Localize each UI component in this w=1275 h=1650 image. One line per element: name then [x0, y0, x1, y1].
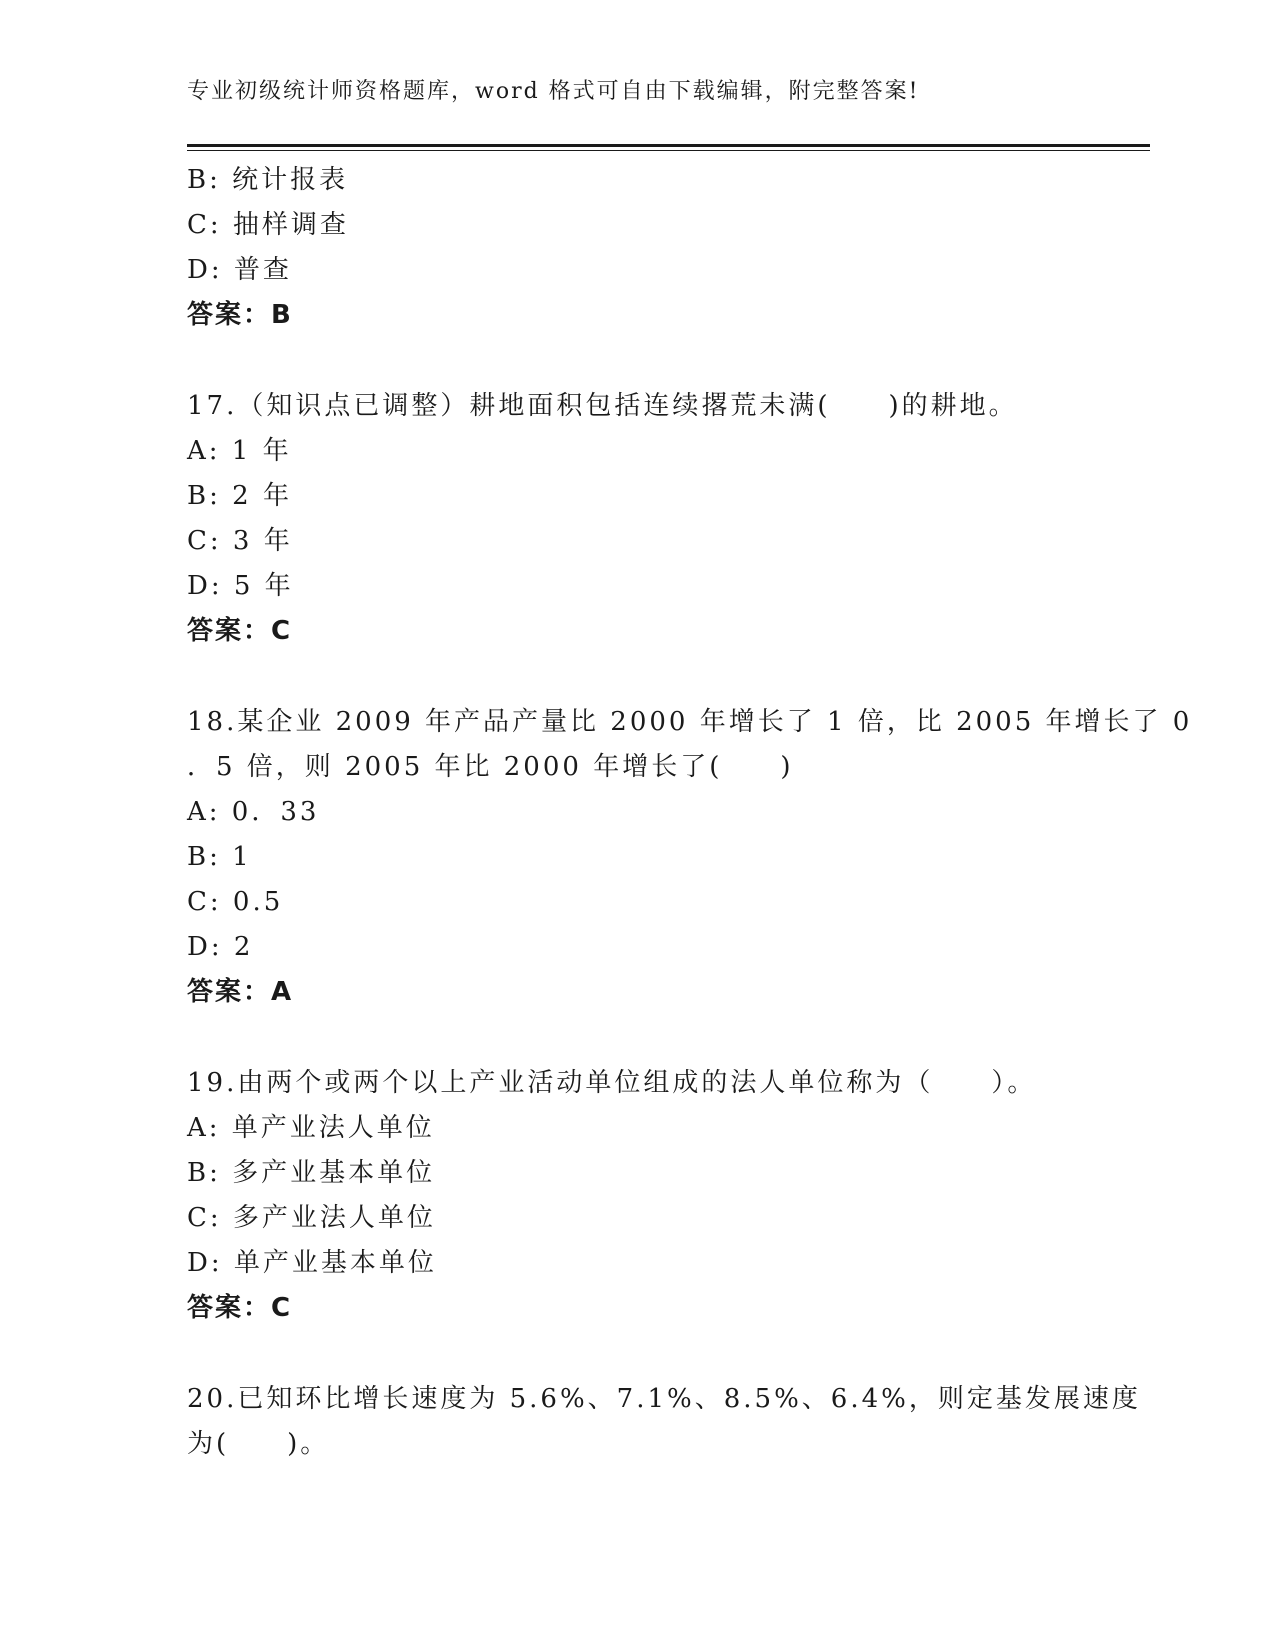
spacer — [187, 1015, 1087, 1061]
header-rule-thin — [187, 150, 1150, 151]
header-note: 专业初级统计师资格题库，word 格式可自由下载编辑，附完整答案! — [187, 79, 920, 104]
question-19 — [187, 1061, 1087, 1331]
option-a: A: 0．33 — [187, 797, 320, 827]
question-stem-line-1: 18.某企业 2009 年产品产量比 2000 年增长了 1 倍，比 2005 年增长了 0 — [187, 707, 1193, 737]
option-d: D: 单产业基本单位 — [187, 1248, 437, 1278]
question-stem: 19.由两个或两个以上产业活动单位组成的法人单位称为（ ）。 — [187, 1068, 1037, 1098]
question-stem-line-2: 为( )。 — [187, 1429, 330, 1459]
question-20 — [187, 1377, 1141, 1467]
spacer — [187, 654, 1087, 700]
option-c: C: 3 年 — [187, 526, 293, 556]
question-stem-line-1: 20.已知环比增长速度为 5.6%、7.1%、8.5%、6.4%，则定基发展速度 — [187, 1384, 1141, 1414]
answer: 答案：C — [187, 1293, 293, 1323]
answer: 答案：A — [187, 977, 294, 1007]
question-16 — [187, 158, 1087, 338]
spacer — [187, 1331, 1087, 1377]
question-list — [187, 158, 1193, 1467]
answer: 答案：C — [187, 616, 293, 646]
option-c: C: 抽样调查 — [187, 210, 349, 240]
option-b: B: 多产业基本单位 — [187, 1158, 436, 1188]
question-18 — [187, 700, 1193, 1015]
question-stem: 17.（知识点已调整）耕地面积包括连续撂荒未满( )的耕地。 — [187, 391, 1018, 421]
question-17 — [187, 384, 1087, 654]
answer: 答案：B — [187, 300, 293, 330]
option-a: A: 1 年 — [187, 436, 292, 466]
question-stem-line-2: ．5 倍，则 2005 年比 2000 年增长了( ) — [187, 752, 794, 782]
header-rule-thick — [187, 144, 1150, 147]
option-b: B: 2 年 — [187, 481, 292, 511]
option-c: C: 0.5 — [187, 887, 284, 917]
spacer — [187, 338, 1087, 384]
option-b: B: 1 — [187, 842, 252, 872]
option-a: A: 单产业法人单位 — [187, 1113, 435, 1143]
option-d: D: 5 年 — [187, 571, 294, 601]
option-d: D: 2 — [187, 932, 254, 962]
option-c: C: 多产业法人单位 — [187, 1203, 436, 1233]
option-b: B: 统计报表 — [187, 165, 349, 195]
option-d: D: 普查 — [187, 255, 292, 285]
